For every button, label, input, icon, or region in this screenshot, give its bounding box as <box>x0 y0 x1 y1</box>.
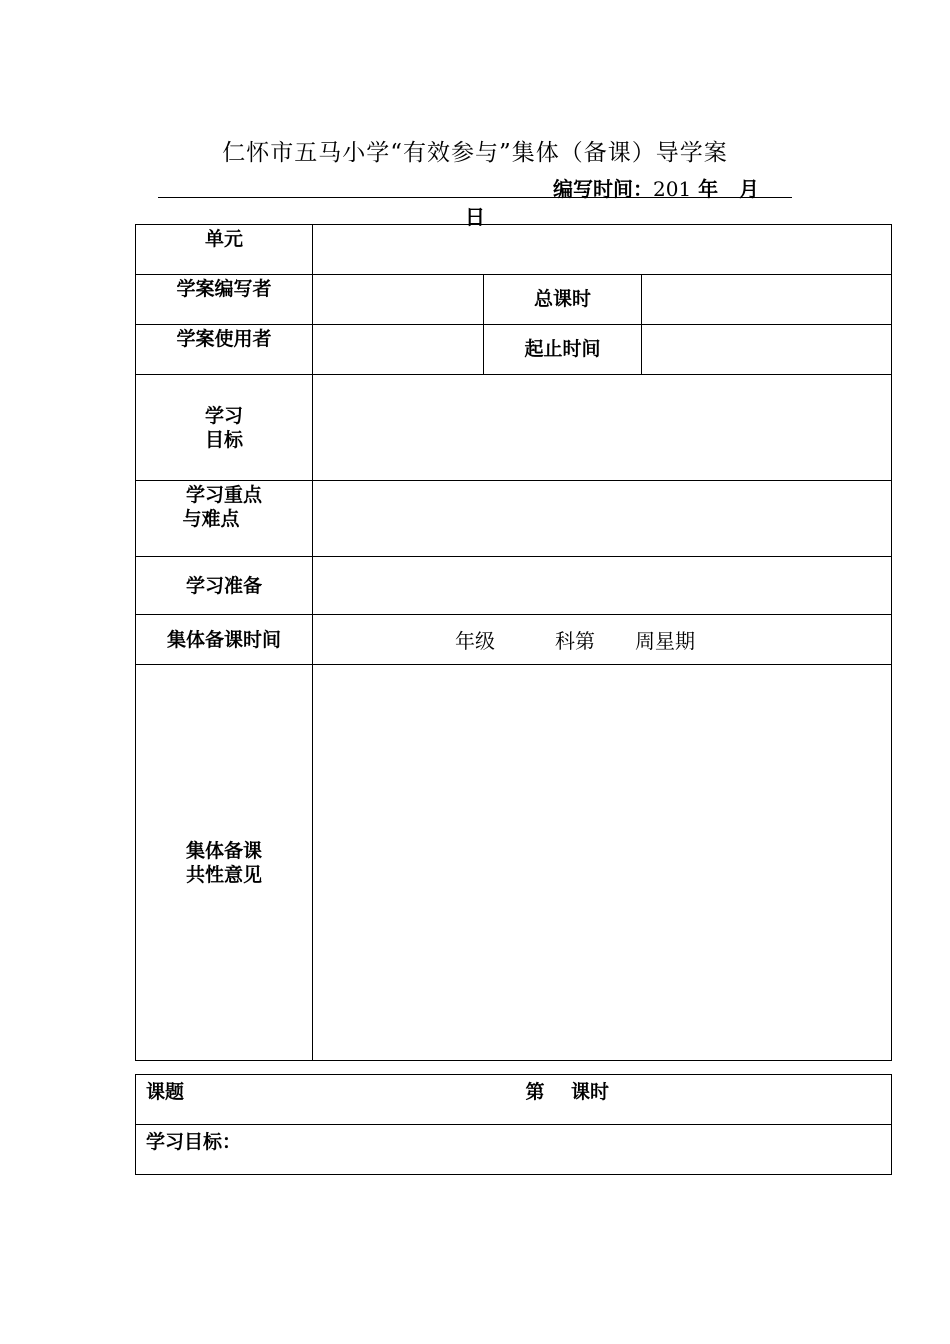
lesson-hours-label: 课时 <box>570 1081 609 1103</box>
opinions-label-line-2: 共性意见 <box>185 863 262 886</box>
group-time-label: 集体备课时间 <box>136 615 313 665</box>
goals-label-line-2: 目标 <box>204 428 243 451</box>
unit-field[interactable] <box>313 225 892 275</box>
date-day-unit: 日 <box>465 205 485 229</box>
page-title: 仁怀市五马小学“有效参与”集体（备课）导学案 <box>222 140 728 166</box>
key-points-field[interactable] <box>313 481 892 557</box>
topic-cell[interactable] <box>136 1075 526 1125</box>
key-points-label-line-1: 学习重点 <box>185 484 262 506</box>
objectives-label: 学习目标： <box>146 1131 242 1153</box>
header-rule <box>158 197 792 198</box>
opinions-field[interactable] <box>313 665 892 1061</box>
group-time-grade: 年级 <box>455 629 495 653</box>
date-year-unit: 年 <box>698 177 719 201</box>
user-field[interactable] <box>313 325 484 375</box>
date-label: 编写时间： <box>553 177 653 201</box>
author-label: 学案编写者 <box>136 275 313 325</box>
period-label: 起止时间 <box>484 325 642 375</box>
key-points-label-line-2: 与难点 <box>182 508 240 530</box>
lesson-number-label: 第 <box>525 1081 545 1103</box>
group-time-subject: 科第 <box>555 629 595 653</box>
lesson-plan-table <box>135 224 892 1061</box>
opinions-label-line-1: 集体备课 <box>185 839 262 862</box>
opinions-label <box>136 665 313 1061</box>
topic-label: 课题 <box>146 1081 185 1103</box>
date-year-field[interactable]: 201 <box>653 177 692 201</box>
unit-label: 单元 <box>136 225 313 275</box>
author-field[interactable] <box>313 275 484 325</box>
user-label: 学案使用者 <box>136 325 313 375</box>
preparation-field[interactable] <box>313 557 892 615</box>
goals-label-line-1: 学习 <box>204 404 243 427</box>
group-time-week: 周星期 <box>635 629 695 653</box>
period-field[interactable] <box>642 325 892 375</box>
goals-label <box>136 375 313 481</box>
goals-field[interactable] <box>313 375 892 481</box>
total-hours-label: 总课时 <box>484 275 642 325</box>
objectives-cell[interactable] <box>136 1125 892 1175</box>
total-hours-field[interactable] <box>642 275 892 325</box>
group-time-field[interactable] <box>313 615 892 665</box>
date-month-unit: 月 <box>739 177 760 201</box>
lesson-table <box>135 1074 892 1175</box>
key-points-label <box>136 481 313 557</box>
lesson-number-cell[interactable] <box>526 1075 892 1125</box>
preparation-label: 学习准备 <box>136 557 313 615</box>
